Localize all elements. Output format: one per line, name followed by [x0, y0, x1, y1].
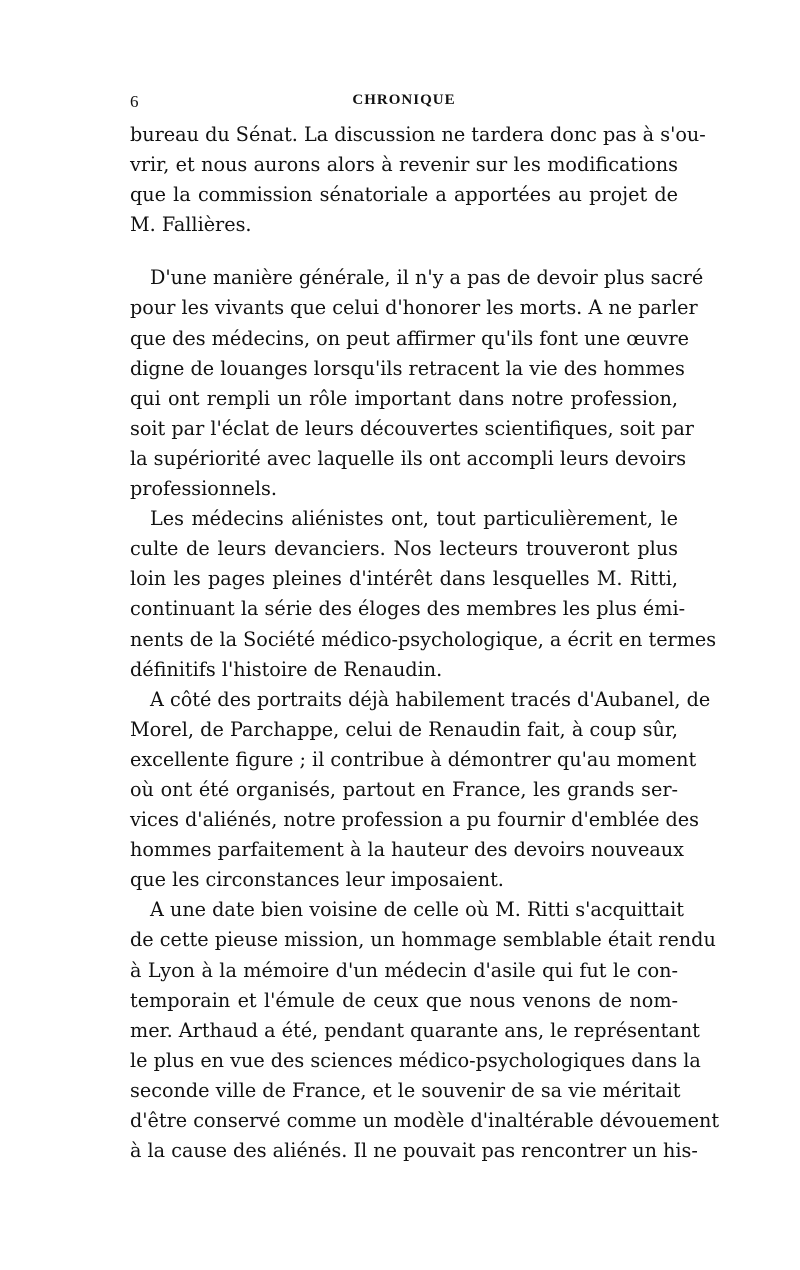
text-line: que la commission sénatoriale a apportées au projet de — [130, 183, 678, 207]
text-line: D'une manière générale, il n'y a pas de devoir plus sacré — [150, 266, 704, 290]
text-line: M. Fallières. — [130, 213, 252, 237]
running-title: CHRONIQUE — [352, 92, 456, 108]
text-line: le plus en vue des sciences médico-psychologiques dans la — [130, 1048, 701, 1072]
text-line: où ont été organisés, partout en France, les grands ser- — [130, 777, 678, 801]
text-line: soit par l'éclat de leurs découvertes scientifiques, soit par — [130, 416, 694, 440]
body-text — [130, 120, 720, 1166]
text-line: A une date bien voisine de celle où M. Ritti s'acquittait — [150, 898, 685, 922]
text-line: Les médecins aliénistes ont, tout particulièrement, le — [150, 507, 678, 531]
text-line: loin les pages pleines d'intérêt dans lesquelles M. Ritti, — [130, 567, 678, 591]
paragraph-2 — [130, 263, 704, 504]
text-line: que les circonstances leur imposaient. — [130, 868, 504, 892]
text-line: la supériorité avec laquelle ils ont accompli leurs devoirs — [130, 446, 687, 470]
text-line: mer. Arthaud a été, pendant quarante ans, le représentant — [130, 1018, 700, 1042]
running-head — [130, 92, 678, 114]
text-line: nents de la Société médico-psychologique, a écrit en termes — [130, 627, 717, 651]
page-number: 6 — [130, 92, 139, 111]
text-line: Morel, de Parchappe, celui de Renaudin fait, à coup sûr, — [130, 717, 678, 741]
text-line: de cette pieuse mission, un hommage semblable était rendu — [130, 928, 716, 952]
text-line: culte de leurs devanciers. Nos lecteurs trouveront plus — [130, 537, 678, 561]
paragraph-3 — [130, 504, 717, 685]
section-gap — [130, 240, 678, 263]
text-line: d'être conservé comme un modèle d'inaltérable dévouement — [130, 1109, 720, 1132]
text-line: hommes parfaitement à la hauteur des devoirs nouveaux — [130, 838, 684, 862]
text-line: vices d'aliénés, notre profession a pu fournir d'emblée des — [130, 808, 700, 832]
text-line: définitifs l'histoire de Renaudin. — [130, 657, 443, 681]
text-line: que des médecins, on peut affirmer qu'ils font une œuvre — [130, 326, 689, 350]
text-line: continuant la série des éloges des membres les plus émi- — [130, 597, 686, 621]
text-line: pour les vivants que celui d'honorer les morts. A ne parler — [130, 296, 698, 320]
text-line: A côté des portraits déjà habilement tracés d'Aubanel, de — [150, 687, 711, 711]
text-line: digne de louanges lorsqu'ils retracent la vie des hommes — [130, 356, 685, 380]
paragraph-1 — [130, 120, 706, 240]
text-line: seconde ville de France, et le souvenir de sa vie méritait — [130, 1078, 681, 1102]
text-line: à Lyon à la mémoire d'un médecin d'asile qui fut le con- — [130, 958, 678, 982]
text-line: à la cause des aliénés. Il ne pouvait pas rencontrer un his- — [130, 1139, 698, 1163]
text-line: vrir, et nous aurons alors à revenir sur les modifications — [130, 153, 678, 177]
text-line: temporain et l'émule de ceux que nous venons de nom- — [130, 988, 678, 1012]
text-line: qui ont rempli un rôle important dans notre profession, — [130, 386, 678, 410]
text-line: professionnels. — [130, 477, 277, 501]
paragraph-4 — [130, 685, 711, 896]
text-line: excellente figure ; il contribue à démontrer qu'au moment — [130, 747, 697, 771]
paragraph-5 — [130, 895, 720, 1166]
text-line: bureau du Sénat. La discussion ne tardera donc pas à s'ou- — [130, 123, 706, 146]
